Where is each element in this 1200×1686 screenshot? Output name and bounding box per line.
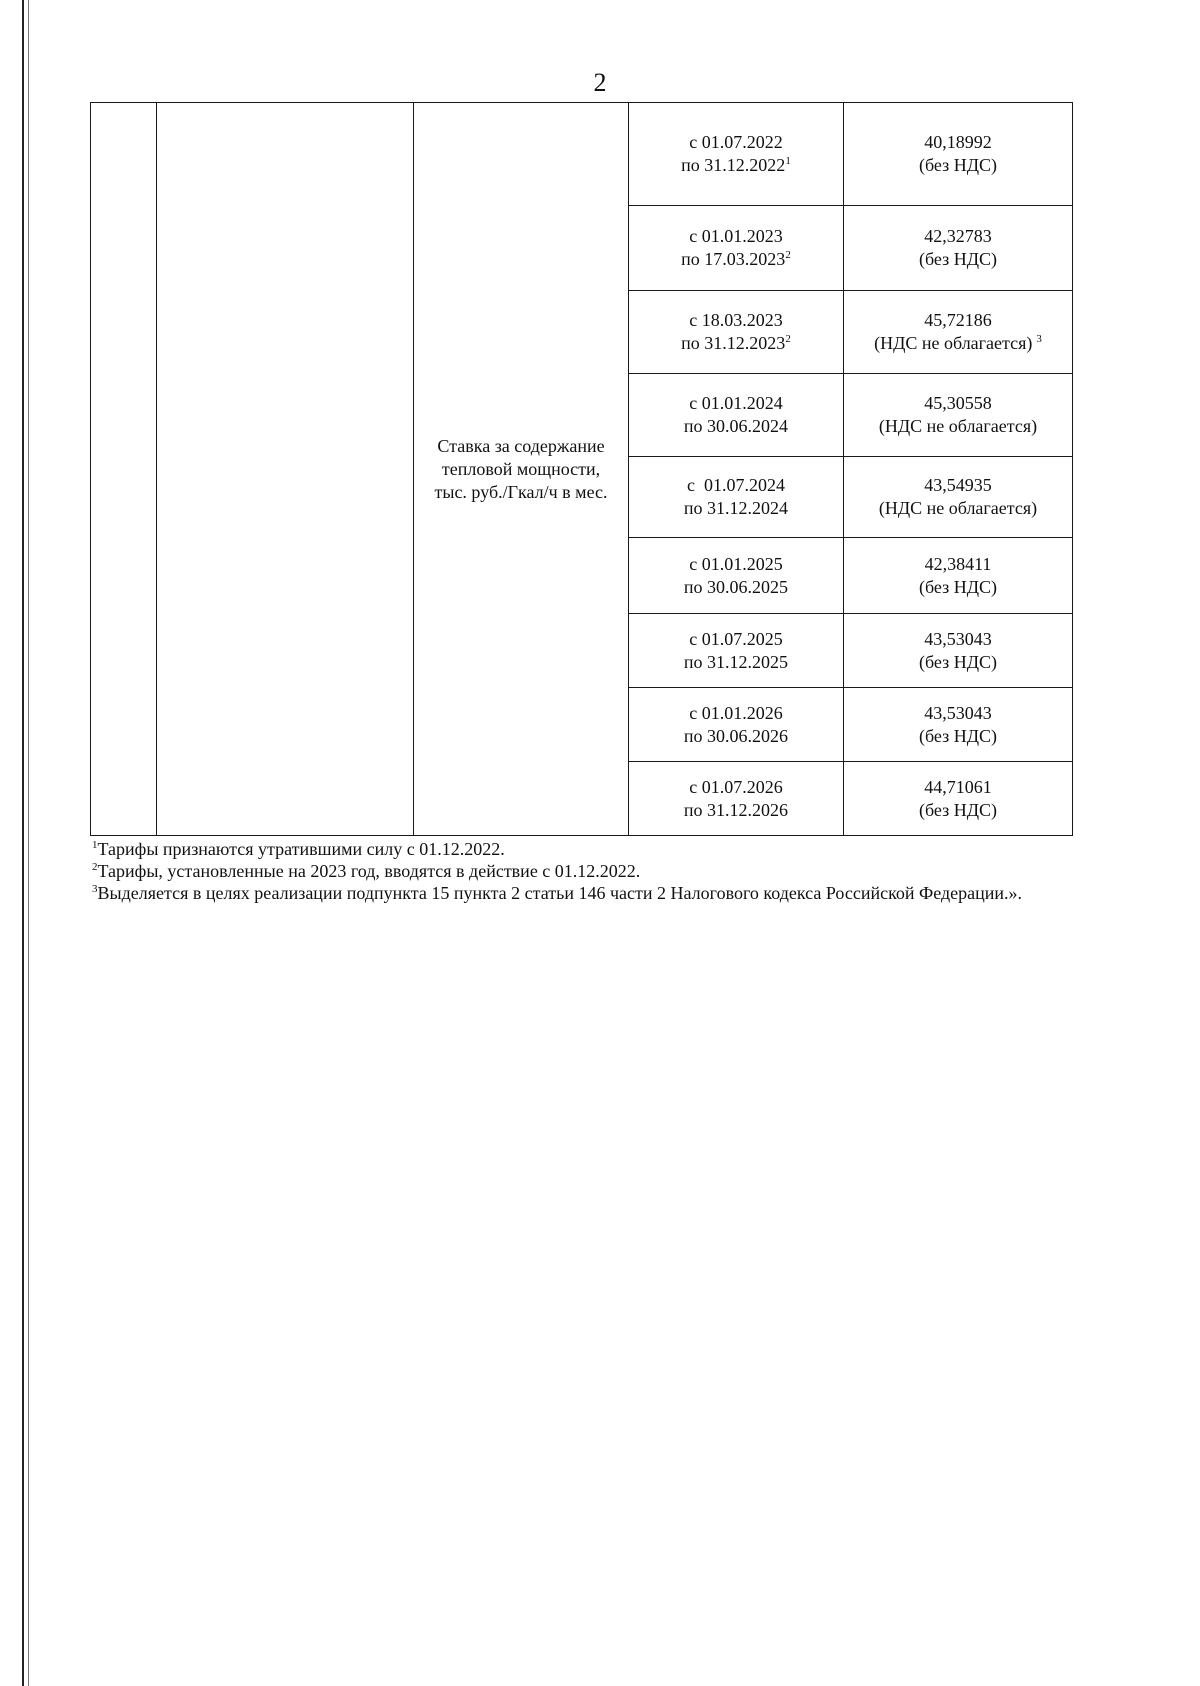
period-cell (629, 688, 844, 762)
tariff-value-cell (844, 688, 1073, 762)
vat-note: (без НДС) (918, 155, 997, 175)
period-cell (629, 614, 844, 688)
period-to: по 31.12.2025 (683, 651, 789, 672)
period-from: с 01.07.2025 (689, 628, 783, 649)
footnote-number: 1 (92, 839, 98, 851)
tariff-value-cell (844, 206, 1073, 291)
footnote-marker: 1 (785, 155, 791, 167)
period-to: по 31.12.2023 (681, 333, 786, 353)
period-to: по 30.06.2024 (683, 416, 789, 436)
vat-note: (без НДС) (918, 249, 997, 269)
tariff-value: 42,32783 (924, 226, 992, 246)
footnote-item (92, 860, 1172, 882)
vat-note: (без НДС) (918, 799, 997, 820)
vat-note: (без НДС) (918, 576, 997, 597)
footnote-marker: 2 (785, 249, 791, 261)
period-cell (629, 291, 844, 374)
footnote-number: 2 (92, 861, 98, 873)
tariff-value-cell (844, 614, 1073, 688)
period-cell (629, 374, 844, 457)
vat-note: (НДС не облагается) (878, 416, 1038, 436)
tariff-value-cell (844, 374, 1073, 457)
period-to: по 17.03.2023 (681, 249, 786, 269)
period-cell (629, 538, 844, 614)
footnotes (92, 838, 1172, 904)
footnote-text: Тарифы признаются утратившими силу с 01.12.2022. (97, 839, 505, 859)
binding-edge-line (22, 0, 24, 1686)
footnote-marker: 3 (1036, 333, 1042, 345)
period-from: с 01.01.2026 (689, 702, 783, 723)
period-from: с 01.01.2024 (689, 393, 783, 413)
tariff-value-cell (844, 103, 1073, 206)
period-from: с 01.07.2026 (689, 776, 783, 797)
period-to: по 30.06.2025 (683, 576, 789, 597)
period-cell (629, 762, 844, 836)
period-from: с 01.01.2025 (689, 553, 783, 574)
vat-note: (без НДС) (918, 651, 997, 672)
period-from: с 18.03.2023 (689, 310, 783, 330)
tariff-value: 43,53043 (924, 702, 992, 723)
tariff-table-body (91, 103, 1073, 836)
footnote-item (92, 838, 1172, 860)
period-from: с 01.01.2023 (689, 226, 783, 246)
tariff-table (90, 102, 1073, 836)
organization-cell (157, 103, 414, 836)
period-cell (629, 457, 844, 538)
period-from: с 01.07.2024 (687, 475, 785, 495)
tariff-row (91, 103, 1073, 206)
tariff-value: 43,54935 (924, 475, 992, 495)
footnote-text: Выделяется в целях реализации подпункта 15 пункта 2 статьи 146 части 2 Налогового кодекса Российской Федерации.». (97, 883, 1023, 903)
period-to: по 31.12.2024 (683, 498, 789, 518)
tariff-value-cell (844, 762, 1073, 836)
vat-note: (без НДС) (918, 725, 997, 746)
tariff-value: 44,71061 (924, 776, 992, 797)
period-to: по 30.06.2026 (683, 725, 789, 746)
page-number: 2 (593, 68, 607, 97)
row-number-cell (91, 103, 157, 836)
tariff-value: 40,18992 (924, 132, 992, 152)
rate-label-cell (414, 103, 629, 836)
period-to: по 31.12.2022 (681, 155, 786, 175)
period-cell (629, 103, 844, 206)
tariff-value: 43,53043 (924, 628, 992, 649)
tariff-value: 42,38411 (924, 553, 992, 574)
tariff-value: 45,72186 (924, 310, 992, 330)
footnote-item (92, 882, 1172, 904)
rate-label-text: Ставка за содержание тепловой мощности, тыс. руб./Гкал/ч в мес. (434, 435, 608, 502)
tariff-value-cell (844, 291, 1073, 374)
period-cell (629, 206, 844, 291)
footnote-text: Тарифы, установленные на 2023 год, вводятся в действие с 01.12.2022. (97, 861, 641, 881)
period-from: с 01.07.2022 (689, 132, 783, 152)
vat-note: (НДС не облагается) (878, 498, 1038, 518)
footnote-marker: 2 (785, 333, 791, 345)
footnote-number: 3 (92, 883, 98, 895)
tariff-value-cell (844, 457, 1073, 538)
tariff-value: 45,30558 (924, 393, 992, 413)
binding-edge-line-inner (28, 0, 29, 1686)
period-to: по 31.12.2026 (683, 799, 789, 820)
tariff-value-cell (844, 538, 1073, 614)
vat-note: (НДС не облагается) (874, 333, 1033, 353)
